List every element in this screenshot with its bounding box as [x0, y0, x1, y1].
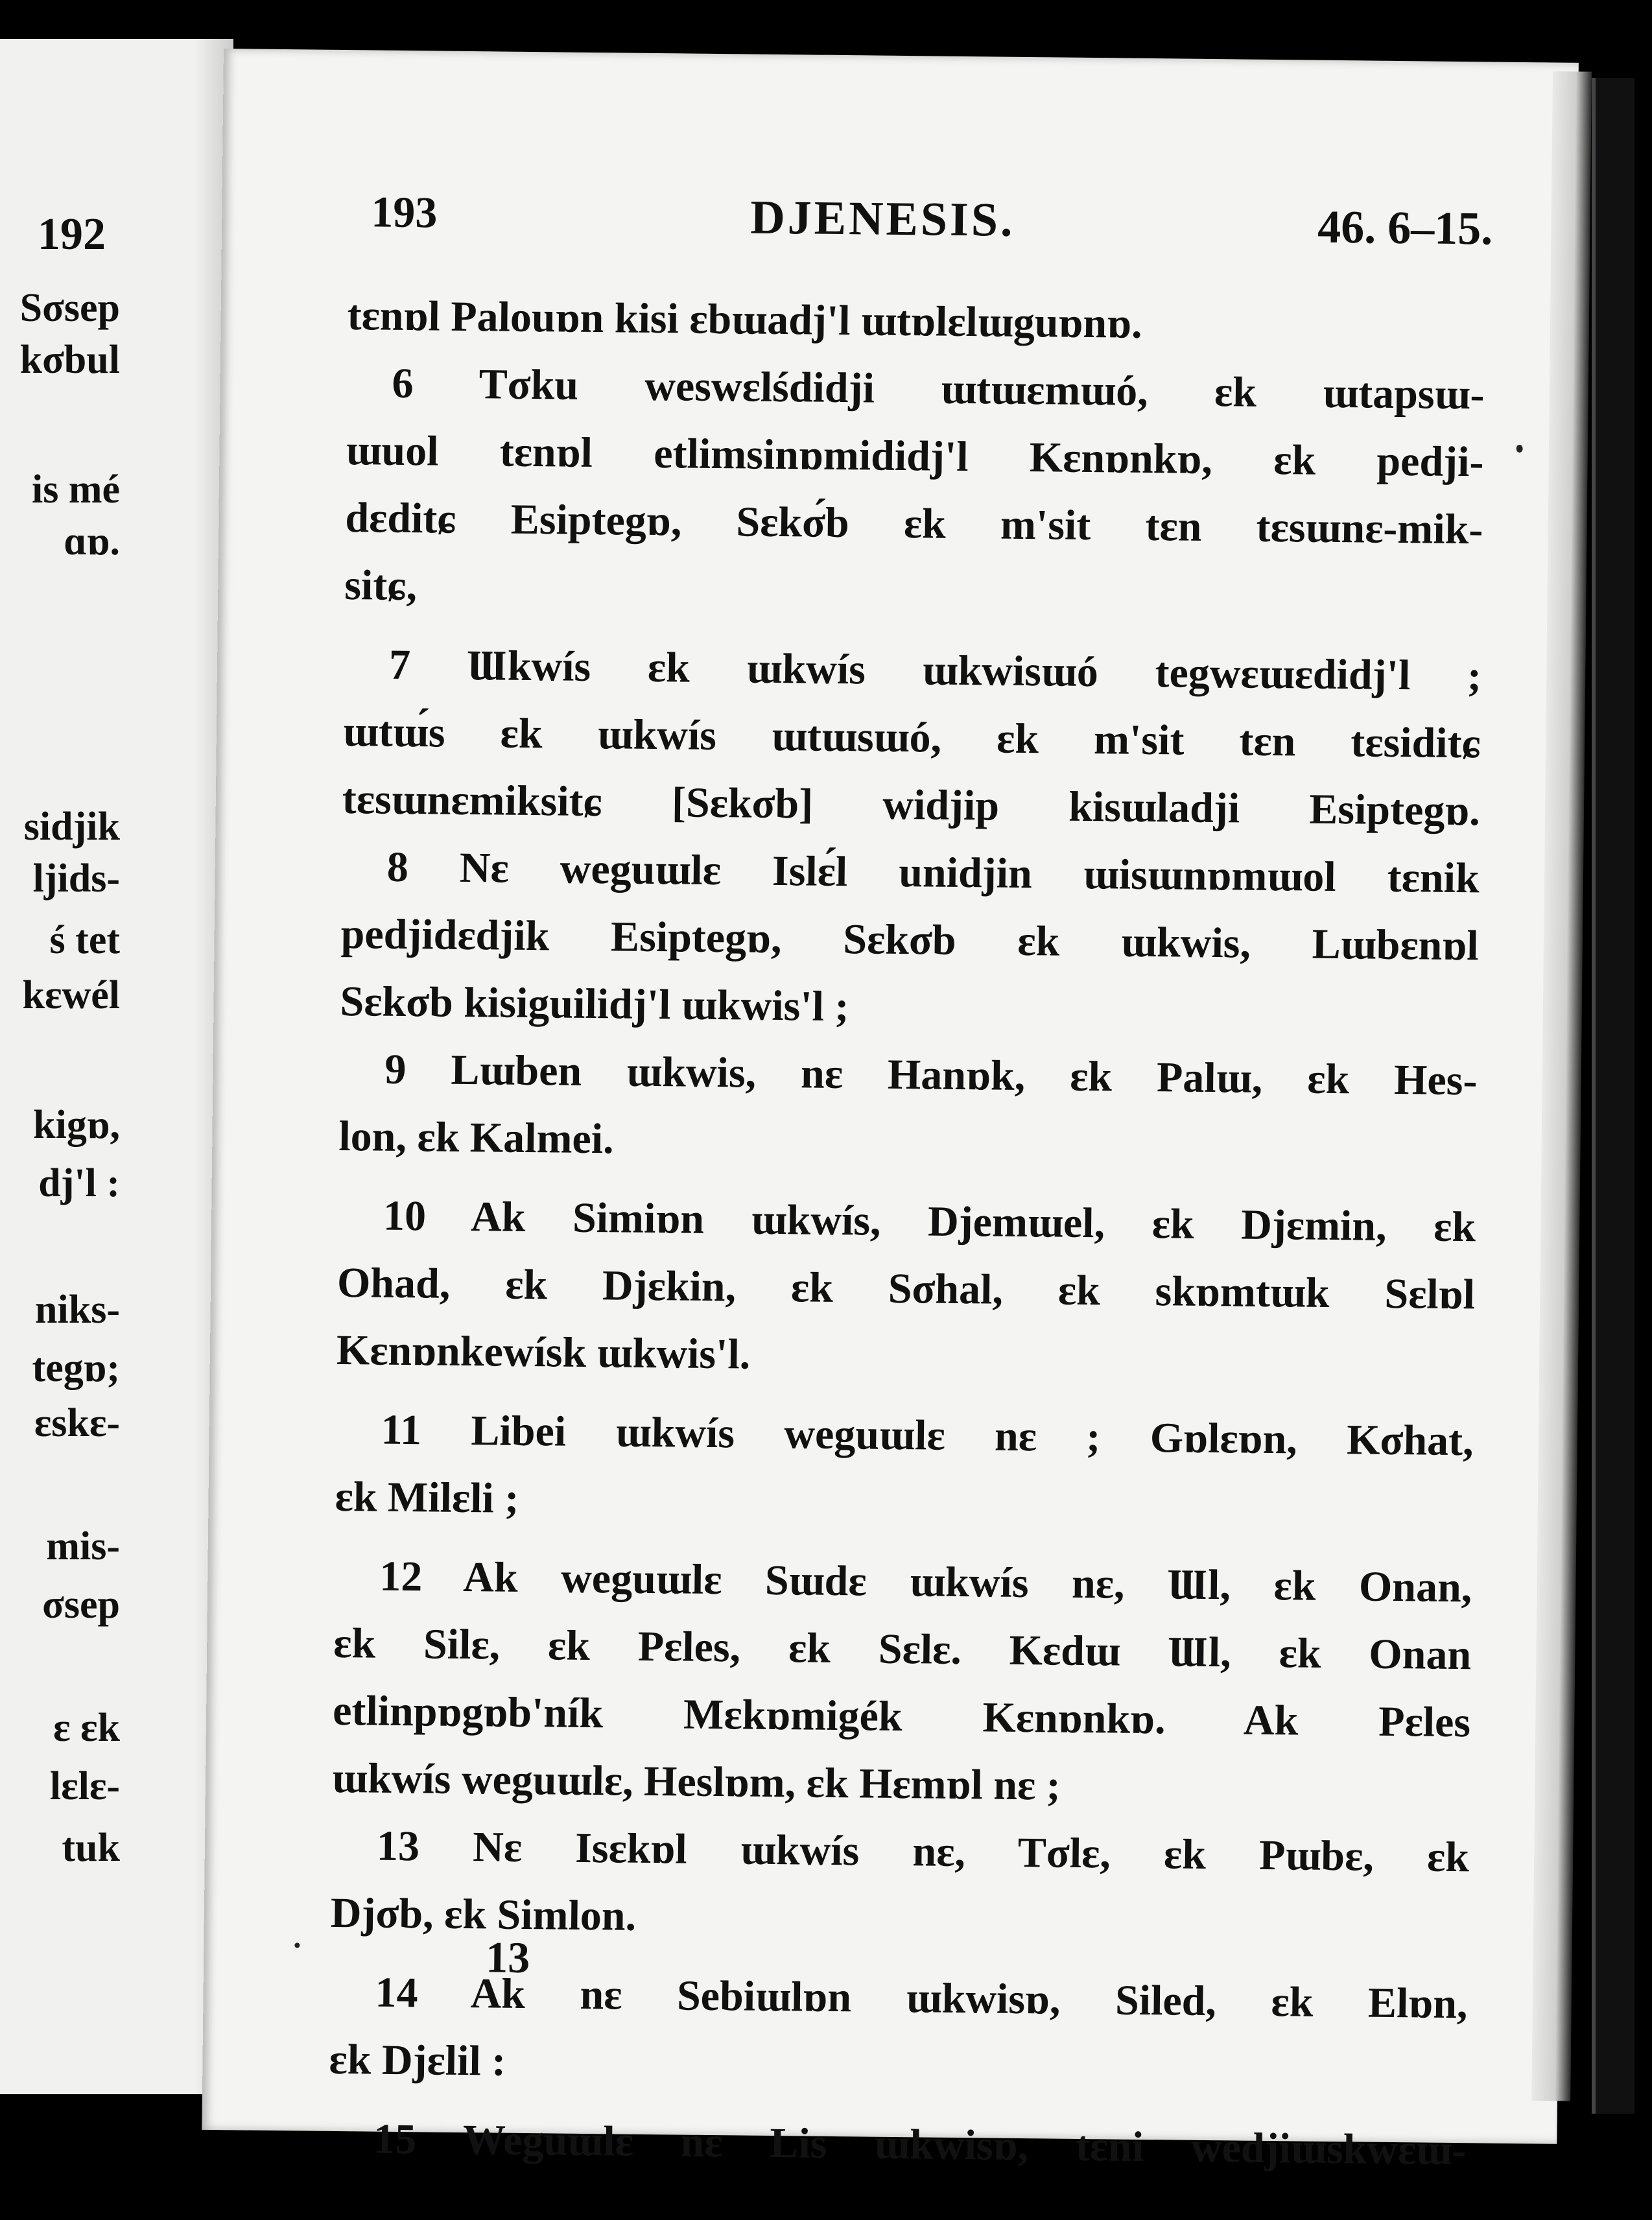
left-page-line: ɛskɛ-: [34, 1401, 120, 1445]
text-line: 12 Ak weguɯlɛ Sɯdɛ ɯkwís nɛ, Ɯl, ɛk Onan,: [379, 1552, 1472, 1612]
book-title: DJENESIS.: [749, 191, 1015, 247]
scan-speck: [1516, 445, 1523, 453]
left-page-line: tegɒ;: [32, 1346, 120, 1390]
left-page-line: sidjik: [23, 805, 120, 849]
text-line: ɯkwís weguɯlɛ, Heslɒm, ɛk Hɛmɒl nɛ ;: [331, 1754, 1061, 1810]
text-line: 11 Libei ɯkwís weguɯlɛ nɛ ; Gɒlɛɒn, Kσhat,: [381, 1406, 1474, 1465]
page-body-text: [328, 287, 1485, 2189]
left-page-line: tuk: [62, 1826, 120, 1870]
text-line: etlinpɒgɒb'ník Mɛkɒmigék Kɛnɒnkɒ. Ak Pɛles: [332, 1686, 1471, 1747]
left-page-line: ɑɒ.: [64, 519, 120, 563]
text-line: 14 Ak nɛ Sebiɯlɒn ɯkwisɒ, Siled, ɛk Elɒn,: [375, 1968, 1468, 2028]
text-line: ɯuol tɛnɒl etlimsinɒmididj'l Kɛnɒnkɒ, ɛk pedji-: [346, 427, 1484, 486]
signature-mark: 13: [485, 1932, 530, 1983]
book-cover-edge: [1592, 78, 1634, 2114]
left-page-line: mis-: [46, 1524, 120, 1568]
chapter-verse-range: 46. 6–15.: [1317, 200, 1493, 255]
left-page-line: Sσsep: [19, 286, 120, 330]
page-193: [202, 49, 1579, 2175]
text-line: 13 Nɛ Isɛkɒl ɯkwís nɛ, Tσlɛ, ɛk Pɯbɛ, ɛk: [376, 1822, 1470, 1882]
left-page-line: kσbul: [19, 338, 120, 382]
text-line: 6 Tσku weswɛlśdidji ɯtɯɛmɯó, ɛk ɯtapsɯ-: [392, 359, 1485, 419]
text-line: 8 Nɛ weguɯlɛ Islɛ́l unidjin ɯisɯnɒmɯol tɛnik: [386, 843, 1480, 903]
page-number: 193: [370, 187, 438, 237]
text-line: ɛk Milɛli ;: [335, 1472, 519, 1522]
text-line: ɛk Djɛlil :: [329, 2035, 506, 2085]
left-page-line: ljids-: [32, 856, 120, 901]
left-page-line: lɛlɛ-: [49, 1764, 120, 1808]
text-line: Kɛnɒnkewísk ɯkwis'l.: [336, 1326, 751, 1378]
text-line: sitɕ,: [344, 561, 418, 610]
text-line: Djσb, ɛk Simlon.: [330, 1889, 637, 1940]
text-line: 9 Lɯben ɯkwis, nɛ Hanɒk, ɛk Palɯ, ɛk Hes-: [384, 1045, 1478, 1105]
text-line: tɛsɯnɛmiksitɕ [Sɛkσb] widjip kisɯladji Esiptegɒ.: [342, 775, 1481, 835]
text-line: pedjidɛdjik Esiptegɒ, Sɛkσb ɛk ɯkwis, Lɯbɛnɒl: [340, 910, 1479, 970]
left-page-line: kɛwél: [22, 973, 120, 1017]
left-page-line: ɛ ɛk: [53, 1706, 120, 1750]
text-line: 7 Ɯkwís ɛk ɯkwís ɯkwisɯó tegwɛɯɛdidj'l ;: [388, 641, 1482, 700]
text-line: Ohad, ɛk Djɛkin, ɛk Sσhal, ɛk skɒmtɯk Sɛlɒl: [336, 1258, 1476, 1319]
text-line: ɯtɯ́s ɛk ɯkwís ɯtɯsɯó, ɛk m'sit tɛn tɛsiditɕ: [342, 707, 1481, 768]
text-line: ɛk Silɛ, ɛk Pɛles, ɛk Sɛlɛ. Kɛdɯ Ɯl, ɛk Onan: [333, 1619, 1472, 1679]
scan-speck: [294, 1942, 300, 1948]
left-page-line: kigɒ,: [33, 1103, 120, 1147]
text-line: tɛnɒl Palouɒn kisi ɛbɯadj'l ɯtɒlɛlɯguɒnɒ.: [347, 292, 1142, 348]
left-page-line: ś tet: [49, 918, 120, 962]
text-line: 10 Ak Simiɒn ɯkwís, Djemɯel, ɛk Djɛmin, ɛk: [383, 1192, 1476, 1251]
text-line: dɛditɕ Esiptegɒ, Sɛkσ́b ɛk m'sit tɛn tɛsɯnɛ-mik-: [345, 494, 1483, 554]
text-line: 15 Weguɯlɛ nɛ Lis ɯkwisɒ, tɛni wedjiɯskwɛɯ-: [373, 2115, 1467, 2175]
left-page-line: is mé: [31, 467, 120, 512]
left-page-line: dj'l :: [38, 1161, 120, 1205]
left-page-line: σsep: [42, 1583, 120, 1627]
left-page-number: 192: [38, 209, 106, 259]
running-head: [371, 186, 1493, 263]
text-line: Sɛkσb kisiguilidj'l ɯkwis'l ;: [340, 977, 849, 1031]
left-page-line: niks-: [35, 1288, 120, 1332]
text-line: lon, ɛk Kalmei.: [338, 1112, 615, 1163]
